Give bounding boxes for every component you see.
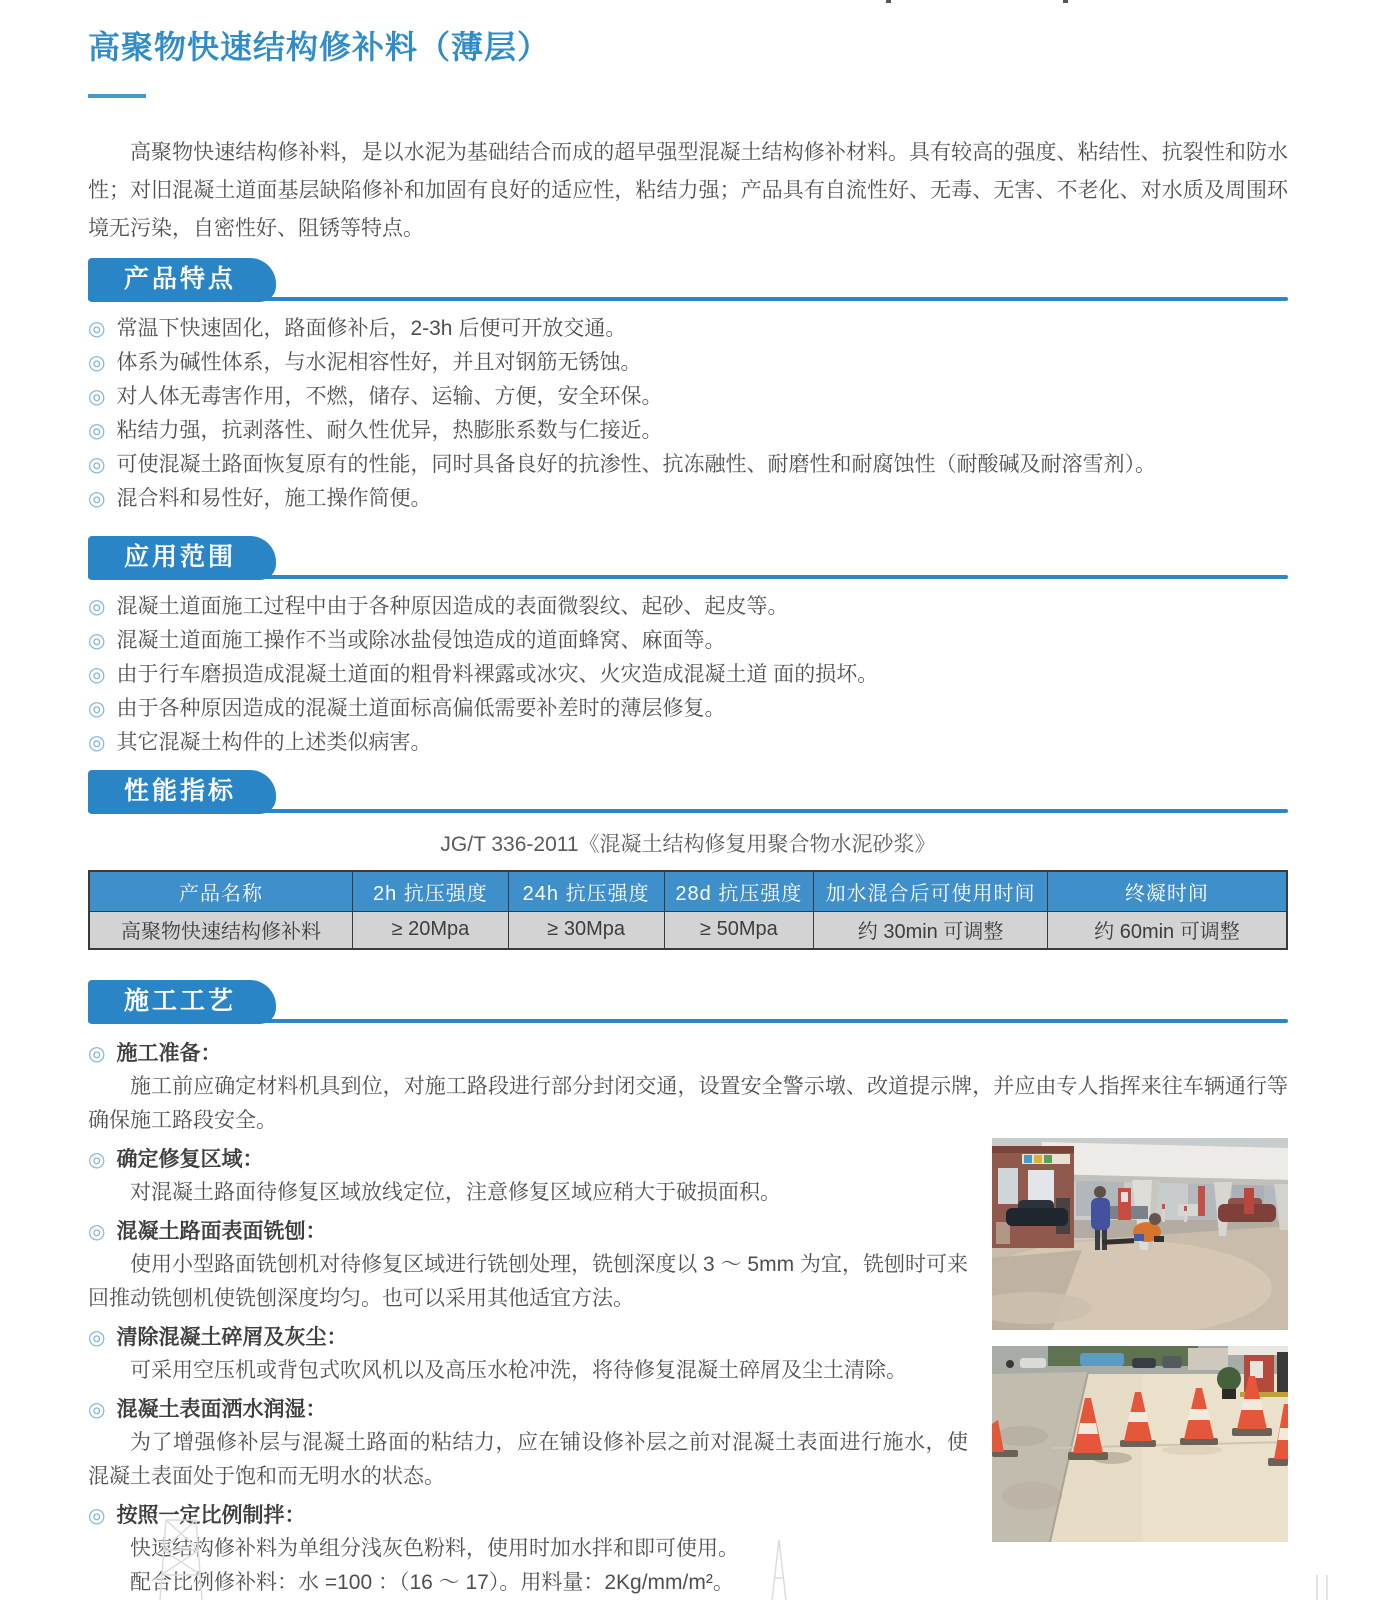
applications-badge: 应用范围 — [88, 536, 276, 580]
step-label: ◎ 混凝土路面表面铣刨： — [88, 1218, 968, 1246]
table-header-row — [89, 871, 1287, 911]
process-photos — [992, 1138, 1288, 1542]
bullseye-bullet-icon: ◎ — [88, 1149, 106, 1171]
applications-header — [88, 536, 1288, 580]
bullseye-bullet-icon: ◎ — [88, 488, 106, 510]
process-header — [88, 980, 1288, 1024]
feature-text: 可使混凝土路面恢复原有的性能，同时具备良好的抗渗性、抗冻融性、耐磨性和耐腐蚀性（耐酸碱及耐溶雪剂）。 — [116, 453, 1156, 476]
title-underline — [88, 94, 146, 98]
step-label: ◎ 按照一定比例制拌： — [88, 1502, 968, 1530]
feature-text: 常温下快速固化，路面修补后，2-3h 后便可开放交通。 — [116, 317, 627, 340]
list-item — [88, 662, 1288, 688]
list-item — [88, 350, 1288, 376]
step-body: 为了增强修补层与混凝土路面的粘结力，应在铺设修补层之前对混凝土表面进行施水，使混凝土表面处于饱和而无明水的状态。 — [88, 1431, 968, 1488]
applications-list — [88, 594, 1288, 756]
application-text: 其它混凝土构件的上述类似病害。 — [116, 731, 432, 754]
list-item — [88, 384, 1288, 410]
list-item — [88, 486, 1288, 512]
feature-text: 粘结力强，抗剥落性、耐久性优异，热膨胀系数与仁接近。 — [116, 419, 663, 442]
construction-site-photo — [992, 1138, 1288, 1330]
bullseye-bullet-icon: ◎ — [88, 1327, 106, 1349]
application-text: 混凝土道面施工操作不当或除冰盐侵蚀造成的道面蜂窝、麻面等。 — [116, 629, 726, 652]
table-cell: ≥ 20Mpa — [353, 911, 509, 949]
bullseye-bullet-icon: ◎ — [88, 630, 106, 652]
application-text: 混凝土道面施工过程中由于各种原因造成的表面微裂纹、起砂、起皮等。 — [116, 595, 789, 618]
cropped-header-mark — [886, 0, 891, 3]
column-header: 产品名称 — [89, 871, 353, 911]
feature-text: 对人体无毒害作用，不燃，储存、运输、方便，安全环保。 — [116, 385, 663, 408]
performance-badge: 性能指标 — [88, 770, 276, 814]
bullseye-bullet-icon: ◎ — [88, 454, 106, 476]
bullseye-bullet-icon: ◎ — [88, 420, 106, 442]
section-features — [88, 258, 1288, 512]
step-label: ◎ 施工准备： — [88, 1040, 1288, 1068]
step-body: 施工前应确定材料机具到位，对施工路段进行部分封闭交通，设置安全警示墩、改道提示牌，并应由专人指挥来往车辆通行等确保施工路段安全。 — [88, 1075, 1288, 1132]
table-cell: ≥ 50Mpa — [664, 911, 814, 949]
features-header — [88, 258, 1288, 302]
list-item — [88, 696, 1288, 722]
table-cell: ≥ 30Mpa — [508, 911, 664, 949]
application-text: 由于行车磨损造成混凝土道面的粗骨料裸露或冰灾、火灾造成混凝土道 面的损坏。 — [116, 663, 879, 686]
bullseye-bullet-icon: ◎ — [88, 664, 106, 686]
column-header: 24h 抗压强度 — [508, 871, 664, 911]
features-list — [88, 316, 1288, 512]
column-header: 28d 抗压强度 — [664, 871, 814, 911]
performance-table — [88, 870, 1288, 950]
list-item — [88, 452, 1288, 478]
performance-header — [88, 770, 1288, 814]
table-row — [89, 911, 1287, 949]
page-title: 高聚物快速结构修补料（薄层） — [88, 29, 551, 65]
step-label: ◎ 清除混凝土碎屑及灰尘： — [88, 1324, 968, 1352]
bullseye-bullet-icon: ◎ — [88, 732, 106, 754]
feature-text: 混合料和易性好，施工操作简便。 — [116, 487, 432, 510]
process-badge: 施工工艺 — [88, 980, 276, 1024]
step-body: 配合比例修补料：水 =100 ：（16 ～ 17）。用料量：2Kg/mm/m²。 — [130, 1571, 734, 1594]
step-body: 使用小型路面铣刨机对待修复区域进行铣刨处理，铣刨深度以 3 ～ 5mm 为宜，铣刨时可来回推动铣刨机使铣刨深度均匀。也可以采用其他适宜方法。 — [88, 1253, 968, 1310]
bullseye-bullet-icon: ◎ — [88, 596, 106, 618]
section-performance — [88, 770, 1288, 950]
column-header: 加水混合后可使用时间 — [814, 871, 1048, 911]
process-content — [88, 1040, 1288, 1600]
list-item — [88, 594, 1288, 620]
intro-paragraph: 高聚物快速结构修补料，是以水泥为基础结合而成的超早强型混凝土结构修补材料。具有较高的强度、粘结性、抗裂性和防水性；对旧混凝土道面基层缺陷修补和加固有良好的适应性，粘结力强；产品具有自流性好、无毒、无害、不老化、对水质及周围环境无污染，自密性好、阻锈等特点。 — [88, 141, 1288, 240]
list-item — [88, 316, 1288, 342]
section-applications — [88, 536, 1288, 756]
column-header: 终凝时间 — [1047, 871, 1287, 911]
bullseye-bullet-icon: ◎ — [88, 386, 106, 408]
bullseye-bullet-icon: ◎ — [88, 1505, 106, 1527]
section-process — [88, 980, 1288, 1600]
column-header: 2h 抗压强度 — [353, 871, 509, 911]
table-cell: 高聚物快速结构修补料 — [89, 911, 353, 949]
table-cell: 约 60min 可调整 — [1047, 911, 1287, 949]
step-label: ◎ 确定修复区域： — [88, 1146, 968, 1174]
list-item — [88, 730, 1288, 756]
list-item — [88, 628, 1288, 654]
step-body: 对混凝土路面待修复区域放线定位，注意修复区域应稍大于破损面积。 — [130, 1181, 781, 1204]
features-badge: 产品特点 — [88, 258, 276, 302]
repaired-pavement-cones-photo — [992, 1346, 1288, 1542]
list-item — [88, 418, 1288, 444]
table-caption: JG/T 336-2011《混凝土结构修复用聚合物水泥砂浆》 — [440, 833, 936, 856]
bullseye-bullet-icon: ◎ — [88, 698, 106, 720]
bullseye-bullet-icon: ◎ — [88, 1399, 106, 1421]
cropped-header-mark — [1063, 0, 1068, 3]
feature-text: 体系为碱性体系，与水泥相容性好，并且对钢筋无锈蚀。 — [116, 351, 642, 374]
application-text: 由于各种原因造成的混凝土道面标高偏低需要补差时的薄层修复。 — [116, 697, 726, 720]
bullseye-bullet-icon: ◎ — [88, 352, 106, 374]
bullseye-bullet-icon: ◎ — [88, 318, 106, 340]
table-cell: 约 30min 可调整 — [814, 911, 1048, 949]
step-body: 可采用空压机或背包式吹风机以及高压水枪冲洗，将待修复混凝土碎屑及尘土清除。 — [130, 1359, 907, 1382]
step-body: 快速结构修补料为单组分浅灰色粉料，使用时加水拌和即可使用。 — [130, 1537, 739, 1560]
step-label: ◎ 混凝土表面洒水润湿： — [88, 1396, 968, 1424]
bullseye-bullet-icon: ◎ — [88, 1221, 106, 1243]
bullseye-bullet-icon: ◎ — [88, 1043, 106, 1065]
